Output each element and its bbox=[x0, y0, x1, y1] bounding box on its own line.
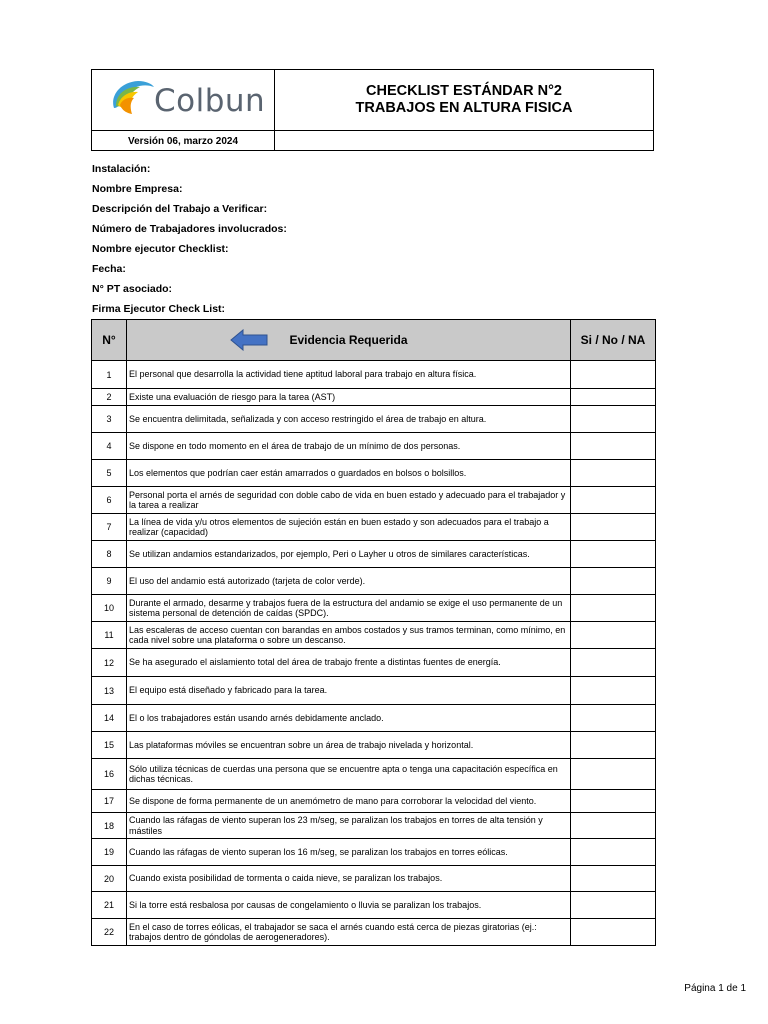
row-number: 16 bbox=[92, 759, 127, 790]
row-evidence-text: La línea de vida y/u otros elementos de sujeción están en buen estado y son adecuados para el trabajo a realizar (capacidad) bbox=[127, 514, 571, 541]
row-answer-cell[interactable] bbox=[571, 866, 656, 892]
field-descripcion-trabajo: Descripción del Trabajo a Verificar: bbox=[92, 203, 268, 215]
field-instalacion: Instalación: bbox=[92, 163, 151, 175]
row-number: 20 bbox=[92, 866, 127, 892]
row-answer-cell[interactable] bbox=[571, 759, 656, 790]
row-answer-cell[interactable] bbox=[571, 892, 656, 919]
colbun-logo bbox=[108, 78, 266, 122]
row-answer-cell[interactable] bbox=[571, 568, 656, 595]
arrow-left-icon bbox=[230, 329, 268, 351]
field-nombre-empresa: Nombre Empresa: bbox=[92, 183, 183, 195]
row-answer-cell[interactable] bbox=[571, 790, 656, 813]
row-number: 14 bbox=[92, 705, 127, 732]
table-row bbox=[92, 813, 656, 839]
row-number: 22 bbox=[92, 919, 127, 946]
table-row bbox=[92, 866, 656, 892]
table-row bbox=[92, 759, 656, 790]
field-pt-asociado: N° PT asociado: bbox=[92, 283, 173, 295]
row-answer-cell[interactable] bbox=[571, 460, 656, 487]
row-evidence-text: El o los trabajadores están usando arnés debidamente anclado. bbox=[127, 705, 571, 732]
table-row bbox=[92, 361, 656, 389]
row-number: 12 bbox=[92, 649, 127, 677]
row-number: 7 bbox=[92, 514, 127, 541]
table-row bbox=[92, 406, 656, 433]
row-number: 4 bbox=[92, 433, 127, 460]
page-number: Página 1 de 1 bbox=[684, 983, 746, 994]
row-answer-cell[interactable] bbox=[571, 541, 656, 568]
table-header-row bbox=[92, 320, 656, 361]
logo-cell bbox=[92, 70, 275, 130]
table-row bbox=[92, 433, 656, 460]
form-fields bbox=[92, 162, 287, 322]
table-row bbox=[92, 732, 656, 759]
logo-wordmark: Colbun bbox=[154, 83, 266, 119]
document-title-line2: TRABAJOS EN ALTURA FISICA bbox=[355, 100, 573, 116]
header-answer: Si / No / NA bbox=[571, 320, 656, 361]
table-row bbox=[92, 568, 656, 595]
colbun-logo-icon bbox=[108, 78, 156, 122]
row-evidence-text: El equipo está diseñado y fabricado para la tarea. bbox=[127, 677, 571, 705]
row-evidence-text: Se dispone de forma permanente de un anemómetro de mano para corroborar la velocidad del viento. bbox=[127, 790, 571, 813]
table-row bbox=[92, 705, 656, 732]
row-evidence-text: Cuando las ráfagas de viento superan los 16 m/seg, se paralizan los trabajos en torres eólicas. bbox=[127, 839, 571, 866]
row-evidence-text: Durante el armado, desarme y trabajos fuera de la estructura del andamio se exige el uso permanente de un sistema personal de detención de caídas (SPDC). bbox=[127, 595, 571, 622]
row-number: 11 bbox=[92, 622, 127, 649]
row-number: 8 bbox=[92, 541, 127, 568]
title-cell bbox=[275, 70, 653, 130]
row-answer-cell[interactable] bbox=[571, 406, 656, 433]
row-number: 1 bbox=[92, 361, 127, 389]
table-row bbox=[92, 649, 656, 677]
document-header bbox=[91, 69, 654, 151]
row-number: 19 bbox=[92, 839, 127, 866]
checklist-table bbox=[91, 319, 656, 946]
table-row bbox=[92, 389, 656, 406]
table-row bbox=[92, 514, 656, 541]
row-answer-cell[interactable] bbox=[571, 839, 656, 866]
row-evidence-text: En el caso de torres eólicas, el trabajador se saca el arnés cuando está cerca de piezas giratorias (ej.: trabajos dentro de góndolas de aerogeneradores). bbox=[127, 919, 571, 946]
row-answer-cell[interactable] bbox=[571, 919, 656, 946]
row-answer-cell[interactable] bbox=[571, 389, 656, 406]
row-evidence-text: El uso del andamio está autorizado (tarjeta de color verde). bbox=[127, 568, 571, 595]
row-evidence-text: El personal que desarrolla la actividad tiene aptitud laboral para trabajo en altura física. bbox=[127, 361, 571, 389]
header-empty-cell bbox=[275, 130, 653, 151]
row-answer-cell[interactable] bbox=[571, 433, 656, 460]
row-answer-cell[interactable] bbox=[571, 813, 656, 839]
row-number: 3 bbox=[92, 406, 127, 433]
row-evidence-text: Se utilizan andamios estandarizados, por ejemplo, Peri o Layher u otros de similares características. bbox=[127, 541, 571, 568]
row-number: 15 bbox=[92, 732, 127, 759]
field-fecha: Fecha: bbox=[92, 263, 126, 275]
row-number: 6 bbox=[92, 487, 127, 514]
row-answer-cell[interactable] bbox=[571, 677, 656, 705]
row-evidence-text: Cuando las ráfagas de viento superan los 23 m/seg, se paralizan los trabajos en torres de alta tensión y mástiles bbox=[127, 813, 571, 839]
row-answer-cell[interactable] bbox=[571, 649, 656, 677]
row-evidence-text: Se dispone en todo momento en el área de trabajo de un mínimo de dos personas. bbox=[127, 433, 571, 460]
row-evidence-text: Cuando exista posibilidad de tormenta o caida nieve, se paralizan los trabajos. bbox=[127, 866, 571, 892]
row-number: 17 bbox=[92, 790, 127, 813]
field-numero-trabajadores: Número de Trabajadores involucrados: bbox=[92, 223, 287, 235]
row-evidence-text: Las plataformas móviles se encuentran sobre un área de trabajo nivelada y horizontal. bbox=[127, 732, 571, 759]
row-answer-cell[interactable] bbox=[571, 487, 656, 514]
table-row bbox=[92, 919, 656, 946]
table-row bbox=[92, 839, 656, 866]
row-number: 13 bbox=[92, 677, 127, 705]
row-number: 9 bbox=[92, 568, 127, 595]
field-nombre-ejecutor: Nombre ejecutor Checklist: bbox=[92, 243, 229, 255]
row-evidence-text: Sólo utiliza técnicas de cuerdas una persona que se encuentre apta o tenga una capacitación específica en dichas técnicas. bbox=[127, 759, 571, 790]
table-row bbox=[92, 622, 656, 649]
row-answer-cell[interactable] bbox=[571, 514, 656, 541]
row-number: 18 bbox=[92, 813, 127, 839]
row-number: 21 bbox=[92, 892, 127, 919]
row-evidence-text: Los elementos que podrían caer están amarrados o guardados en bolsos o bolsillos. bbox=[127, 460, 571, 487]
row-number: 2 bbox=[92, 389, 127, 406]
row-evidence-text: Existe una evaluación de riesgo para la tarea (AST) bbox=[127, 389, 571, 406]
row-evidence-text: Se ha asegurado el aislamiento total del área de trabajo frente a distintas fuentes de energía. bbox=[127, 649, 571, 677]
row-evidence-text: Personal porta el arnés de seguridad con doble cabo de vida en buen estado y adecuado para el trabajador y la tarea a realizar bbox=[127, 487, 571, 514]
document-title-line1: CHECKLIST ESTÁNDAR N°2 bbox=[366, 83, 562, 99]
header-num: N° bbox=[92, 320, 127, 361]
table-row bbox=[92, 677, 656, 705]
row-evidence-text: Si la torre está resbalosa por causas de congelamiento o lluvia se paralizan los trabajos. bbox=[127, 892, 571, 919]
row-number: 10 bbox=[92, 595, 127, 622]
field-firma-ejecutor: Firma Ejecutor Check List: bbox=[92, 303, 226, 315]
table-row bbox=[92, 487, 656, 514]
row-answer-cell[interactable] bbox=[571, 361, 656, 389]
row-answer-cell[interactable] bbox=[571, 595, 656, 622]
table-row bbox=[92, 595, 656, 622]
table-row bbox=[92, 892, 656, 919]
checklist-rows bbox=[92, 361, 656, 946]
table-row bbox=[92, 460, 656, 487]
header-evidence bbox=[127, 320, 571, 361]
table-row bbox=[92, 790, 656, 813]
row-number: 5 bbox=[92, 460, 127, 487]
row-answer-cell[interactable] bbox=[571, 705, 656, 732]
row-answer-cell[interactable] bbox=[571, 622, 656, 649]
table-row bbox=[92, 541, 656, 568]
row-evidence-text: Se encuentra delimitada, señalizada y con acceso restringido el área de trabajo en altura. bbox=[127, 406, 571, 433]
row-answer-cell[interactable] bbox=[571, 732, 656, 759]
header-evidence-label: Evidencia Requerida bbox=[289, 333, 408, 347]
version-label: Versión 06, marzo 2024 bbox=[92, 130, 275, 151]
row-evidence-text: Las escaleras de acceso cuentan con barandas en ambos costados y sus tramos terminan, como mínimo, en cada nivel sobre una plataforma o sobre un descanso. bbox=[127, 622, 571, 649]
